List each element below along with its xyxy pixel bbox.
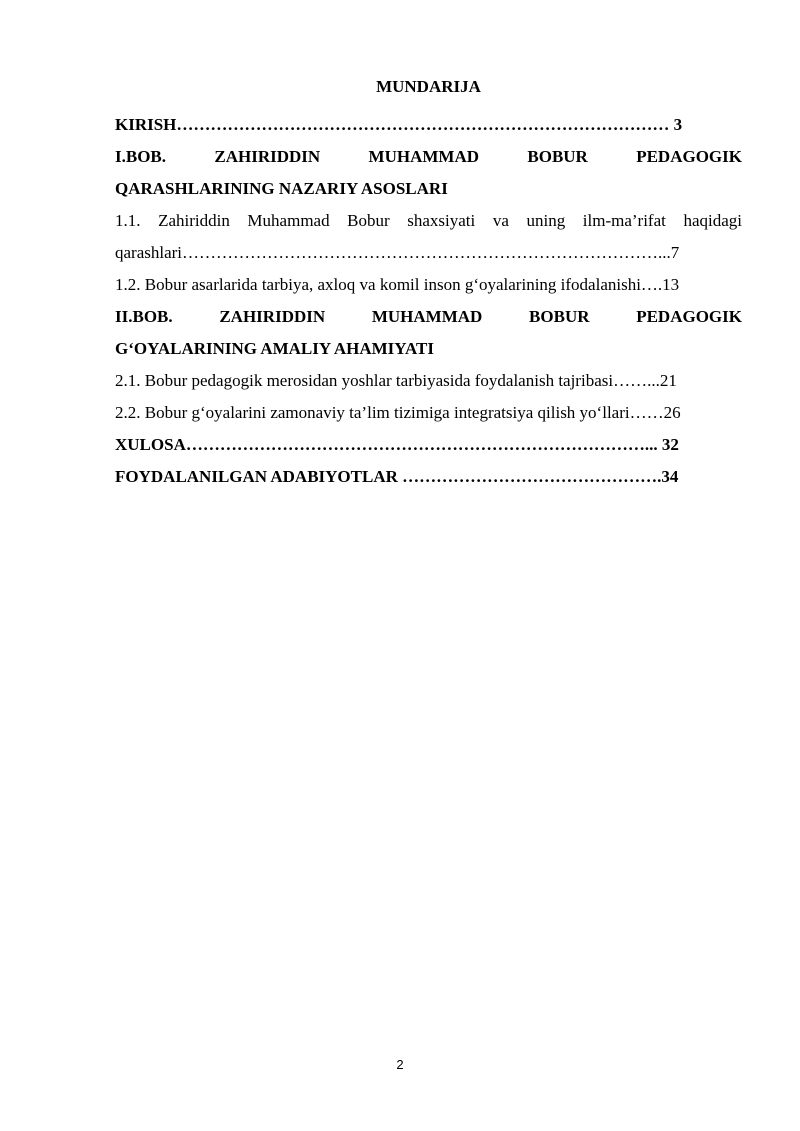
toc-entry-section-1-2: 1.2. Bobur asarlarida tarbiya, axloq va komil inson g‘oyalarining ifodalanishi….13 [115, 275, 680, 294]
toc-entry-chapter-2 [115, 301, 742, 365]
toc-entry-chapter-1-line2: QARASHLARINING NAZARIY ASOSLARI [115, 179, 448, 198]
page-title: MUNDARIJA [376, 77, 481, 96]
toc-entry-kirish: KIRISH…………………………………………………………………………… 3 [115, 115, 683, 134]
toc-entry-chapter-1 [115, 141, 742, 205]
toc-entry-chapter-1-line1: I.BOB. ZAHIRIDDIN MUHAMMAD BOBUR PEDAGOGIK [115, 147, 742, 166]
toc-entry-references: FOYDALANILGAN ADABIYOTLAR ……………………………………….34 [115, 467, 679, 486]
toc-entry-section-1-1-line2: qarashlari…………………………………………………………………………...7 [115, 243, 680, 262]
toc-entry-section-1-1 [115, 205, 742, 269]
toc-entry-chapter-2-line1: II.BOB. ZAHIRIDDIN MUHAMMAD BOBUR PEDAGOGIK [115, 307, 742, 326]
toc-entry-section-1-1-line1: 1.1. Zahiriddin Muhammad Bobur shaxsiyati va uning ilm-ma’rifat haqidagi [115, 211, 742, 230]
table-of-contents [115, 75, 742, 493]
toc-entry-chapter-2-line2: G‘OYALARINING AMALIY AHAMIYATI [115, 339, 434, 358]
page-number: 2 [396, 1057, 404, 1072]
toc-entry-xulosa: XULOSA………………………………………………………………………... 32 [115, 435, 679, 454]
toc-entry-section-2-2: 2.2. Bobur g‘oyalarini zamonaviy ta’lim tizimiga integratsiya qilish yo‘llari……26 [115, 403, 681, 422]
toc-entry-section-2-1: 2.1. Bobur pedagogik merosidan yoshlar tarbiyasida foydalanish tajribasi……...21 [115, 371, 677, 390]
